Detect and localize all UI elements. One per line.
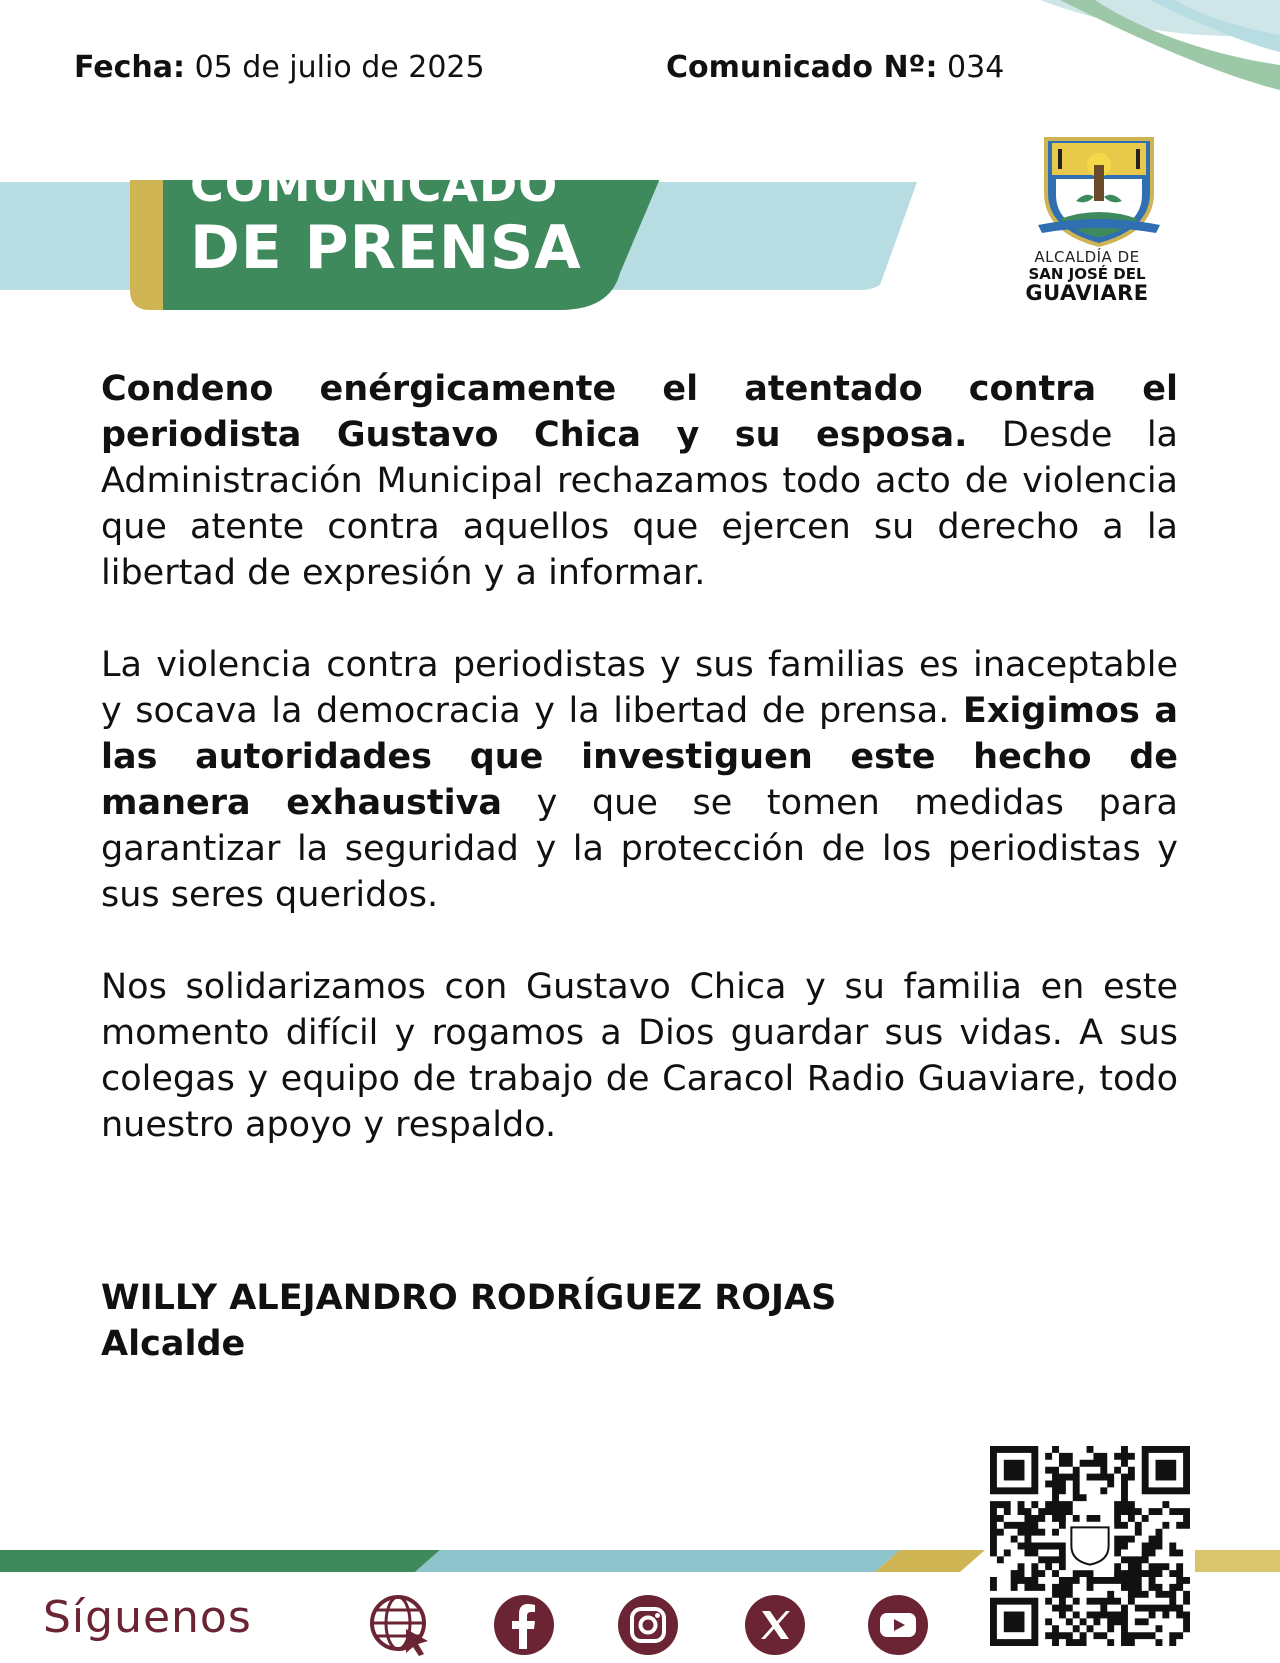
- statement-body: [101, 366, 1178, 1194]
- signer-title: Alcalde: [101, 1324, 246, 1364]
- crest-caption-line-3: GUAVIARE: [1025, 281, 1149, 305]
- qr-finder-3: [993, 1601, 1034, 1642]
- qr-code[interactable]: [990, 1446, 1190, 1646]
- paragraph-1-rest: Desde la Administración Municipal rechazamos todo acto de violencia que atente contra aquellos que ejercen su derecho a la libertad de expresión y a informar.: [101, 415, 1178, 593]
- qr-finder-1: [993, 1449, 1034, 1490]
- paragraph-3: Nos solidarizamos con Gustavo Chica y su familia en este momento difícil y rogamos a Dios guardar sus vidas. A sus colegas y equipo de trabajo de Caracol Radio Guaviare, todo nuestro apoyo y respaldo.: [101, 967, 1178, 1145]
- globe-icon[interactable]: [368, 1593, 432, 1657]
- signature-block: [101, 1275, 836, 1367]
- communique-number-value: 034: [947, 50, 1005, 85]
- crest-caption: [1024, 250, 1150, 304]
- banner-title: [190, 158, 582, 283]
- paragraph-1-bold: Condeno enérgicamente el atentado contra el periodista Gustavo Chica y su esposa.: [101, 369, 1178, 455]
- instagram-icon[interactable]: [616, 1593, 680, 1657]
- paragraph-1: [101, 366, 1178, 596]
- qr-center-logo-icon: [1066, 1522, 1114, 1570]
- crest-caption-line-2: SAN JOSÉ DEL: [1028, 265, 1146, 283]
- paragraph-2-bold: Exigimos a las autoridades que investiguen este hecho de manera exhaustiva: [101, 691, 1178, 823]
- date-value: 05 de julio de 2025: [194, 50, 485, 85]
- signer-name: WILLY ALEJANDRO RODRÍGUEZ ROJAS: [101, 1278, 837, 1318]
- x-icon[interactable]: [743, 1593, 807, 1657]
- municipal-crest-icon: [1024, 135, 1174, 250]
- communique-number-label: Comunicado Nº:: [666, 50, 938, 85]
- paragraph-2-end: y que se tomen medidas para garantizar la seguridad y la protección de los periodistas y sus seres queridos.: [101, 783, 1178, 915]
- paragraph-2: [101, 642, 1178, 918]
- communique-number-line: [666, 50, 1004, 85]
- banner-line-1: COMUNICADO: [190, 158, 559, 212]
- banner-line-2: DE PRENSA: [190, 213, 582, 283]
- paragraph-2-start: La violencia contra periodistas y sus familias es inaceptable y socava la democracia y la libertad de prensa.: [101, 645, 1178, 731]
- youtube-icon[interactable]: [866, 1593, 930, 1657]
- follow-us-label: Síguenos: [43, 1592, 252, 1643]
- date-line: [74, 50, 485, 85]
- crest-caption-line-1: ALCALDÍA DE: [1034, 248, 1140, 266]
- date-label: Fecha:: [74, 50, 186, 85]
- qr-finder-2: [1145, 1449, 1186, 1490]
- facebook-icon[interactable]: [492, 1593, 556, 1657]
